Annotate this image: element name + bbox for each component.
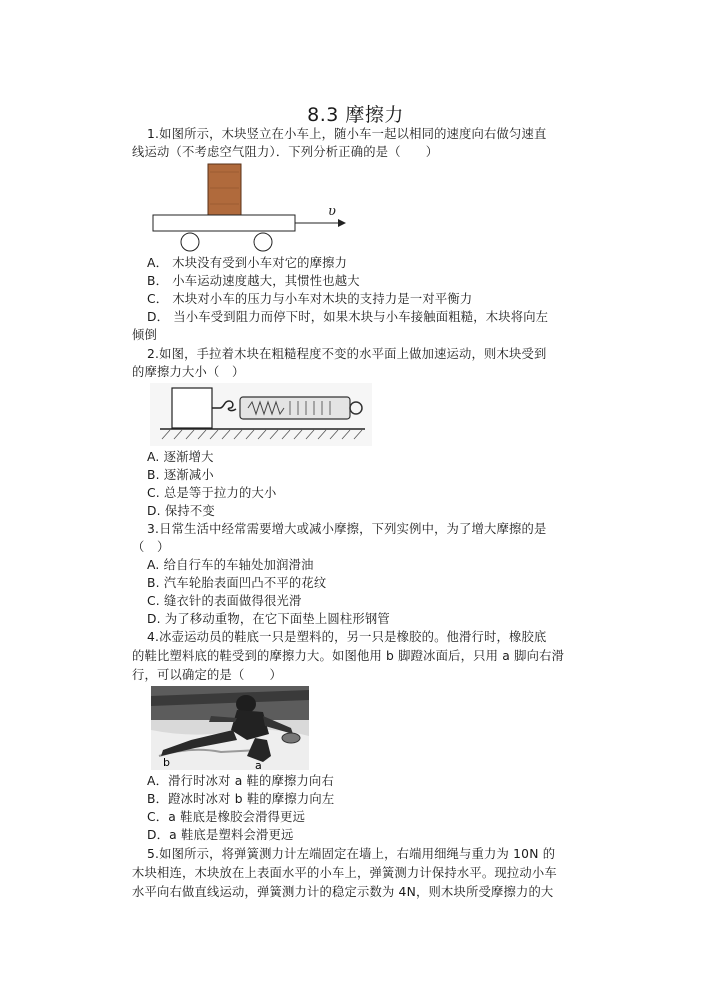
block [172, 388, 212, 428]
q4-option-a: A．滑行时冰对 a 鞋的摩擦力向右 [147, 774, 335, 788]
page-title: 8.3 摩擦力 [307, 104, 404, 126]
q1-option-a: A． 木块没有受到小车对它的摩擦力 [147, 256, 348, 270]
label-a: a [255, 759, 262, 770]
cart-wheel-left [181, 233, 199, 251]
q1-cart-figure [150, 160, 350, 255]
q5-stem-line-3: 水平向右做直线运动，弹簧测力计的稳定示数为 4N，则木块所受摩擦力的大 [132, 885, 554, 899]
q4-curling-photo [151, 686, 309, 770]
q2-spring-scale-figure [150, 383, 372, 446]
q2-option-b: B. 逐渐减小 [147, 468, 214, 482]
cart-body [153, 215, 295, 231]
q1-stem-line-2: 线运动（不考虑空气阻力）．下列分析正确的是（ ） [132, 145, 439, 159]
curling-stone [282, 733, 300, 743]
q2-option-c: C. 总是等于拉力的大小 [147, 486, 277, 500]
q4-option-d: D．a 鞋底是塑料会滑更远 [147, 828, 294, 842]
q1-option-d: D． 当小车受到阻力而停下时，如果木块与小车接触面粗糙，木块将向左 [147, 310, 549, 324]
q3-stem-line-1: 3.日常生活中经常需要增大或减小摩擦，下列实例中，为了增大摩擦的是 [147, 522, 547, 536]
q2-option-d: D. 保持不变 [147, 504, 215, 518]
velocity-label: υ [328, 204, 336, 219]
q1-option-c: C． 木块对小车的压力与小车对木块的支持力是一对平衡力 [147, 292, 473, 306]
q3-stem-line-2: （ ） [132, 540, 170, 554]
label-b: b [163, 756, 170, 769]
q1-stem-line-1: 1.如图所示，木块竖立在小车上，随小车一起以相同的速度向右做匀速直 [147, 127, 547, 141]
q1-option-b: B． 小车运动速度越大，其惯性也越大 [147, 274, 360, 288]
q1-option-d-cont: 倾倒 [132, 328, 157, 342]
q4-option-b: B．蹬冰时冰对 b 鞋的摩擦力向左 [147, 792, 335, 806]
q3-option-a: A. 给自行车的车轴处加润滑油 [147, 558, 314, 572]
q5-stem-line-1: 5.如图所示，将弹簧测力计左端固定在墙上，右端用细绳与重力为 10N 的 [147, 847, 556, 861]
q2-option-a: A. 逐渐增大 [147, 450, 214, 464]
q2-stem-line-2: 的摩擦力大小（ ） [132, 365, 245, 379]
spring-scale [240, 397, 350, 419]
q2-stem-line-1: 2.如图，手拉着木块在粗糙程度不变的水平面上做加速运动，则木块受到 [147, 347, 547, 361]
q3-option-d: D. 为了移动重物，在它下面垫上圆柱形钢管 [147, 612, 390, 626]
cart-wheel-right [254, 233, 272, 251]
q3-option-b: B. 汽车轮胎表面凹凸不平的花纹 [147, 576, 327, 590]
q4-stem-line-1: 4.冰壶运动员的鞋底一只是塑料的，另一只是橡胶的。他滑行时，橡胶底 [147, 630, 547, 644]
q3-option-c: C. 缝衣针的表面做得很光滑 [147, 594, 302, 608]
q4-option-c: C．a 鞋底是橡胶会滑得更远 [147, 810, 306, 824]
wood-block [208, 164, 241, 215]
q4-stem-line-2: 的鞋比塑料底的鞋受到的摩擦力大。如图他用 b 脚蹬冰面后，只用 a 脚向右滑 [132, 649, 565, 663]
q4-stem-line-3: 行，可以确定的是（ ） [132, 668, 282, 682]
q5-stem-line-2: 木块相连，木块放在上表面水平的小车上，弹簧测力计保持水平。现拉动小车 [132, 866, 557, 880]
